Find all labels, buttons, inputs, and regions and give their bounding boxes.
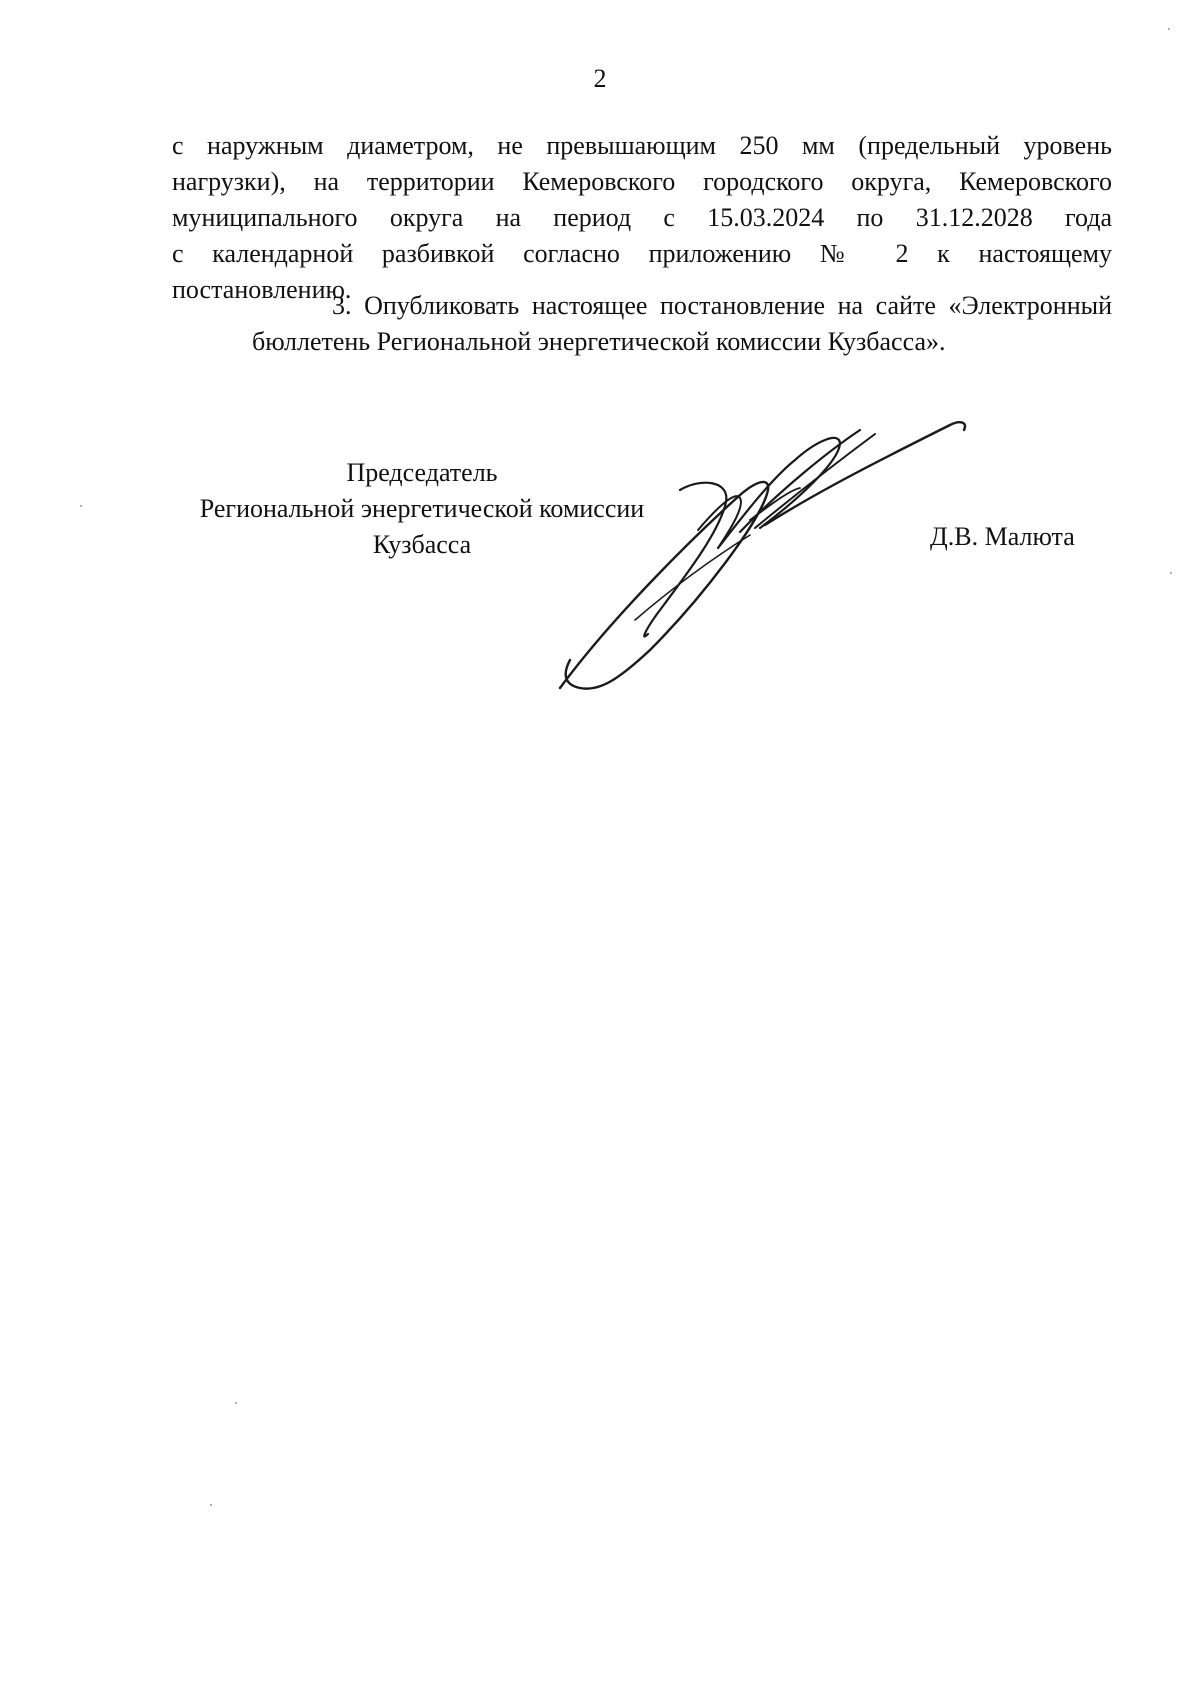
scan-speck	[210, 1504, 212, 1506]
text-line: с наружным диаметром, не превышающим 250 мм (предельный уровень	[172, 131, 1112, 160]
text-line: постановлению.	[172, 275, 352, 304]
paragraph-item-3	[172, 288, 1112, 360]
text-line: 3. Опубликовать настоящее постановление на сайте «Электронный	[332, 291, 1112, 320]
text-line: бюллетень Региональной энергетической комиссии Кузбасса».	[252, 327, 946, 356]
text-line: с календарной разбивкой согласно приложению № 2 к настоящему	[172, 239, 1112, 268]
scan-speck	[1170, 572, 1172, 574]
signer-title-line: Кузбасса	[372, 530, 472, 559]
handwritten-signature	[540, 420, 1020, 700]
text-line: муниципального округа на период с 15.03.2024 по 31.12.2028 года	[172, 203, 1112, 232]
text-line: нагрузки), на территории Кемеровского городского округа, Кемеровского	[172, 167, 1112, 196]
scan-speck	[235, 1402, 237, 1404]
scan-speck	[1168, 28, 1170, 30]
scan-speck	[80, 505, 82, 507]
paragraph-continuation	[172, 128, 1112, 308]
signer-title-line: Региональной энергетической комиссии	[199, 494, 645, 523]
signer-name: Д.В. Малюта	[930, 522, 1075, 551]
page-number: 2	[593, 64, 607, 93]
signer-title-line: Председатель	[346, 458, 498, 487]
